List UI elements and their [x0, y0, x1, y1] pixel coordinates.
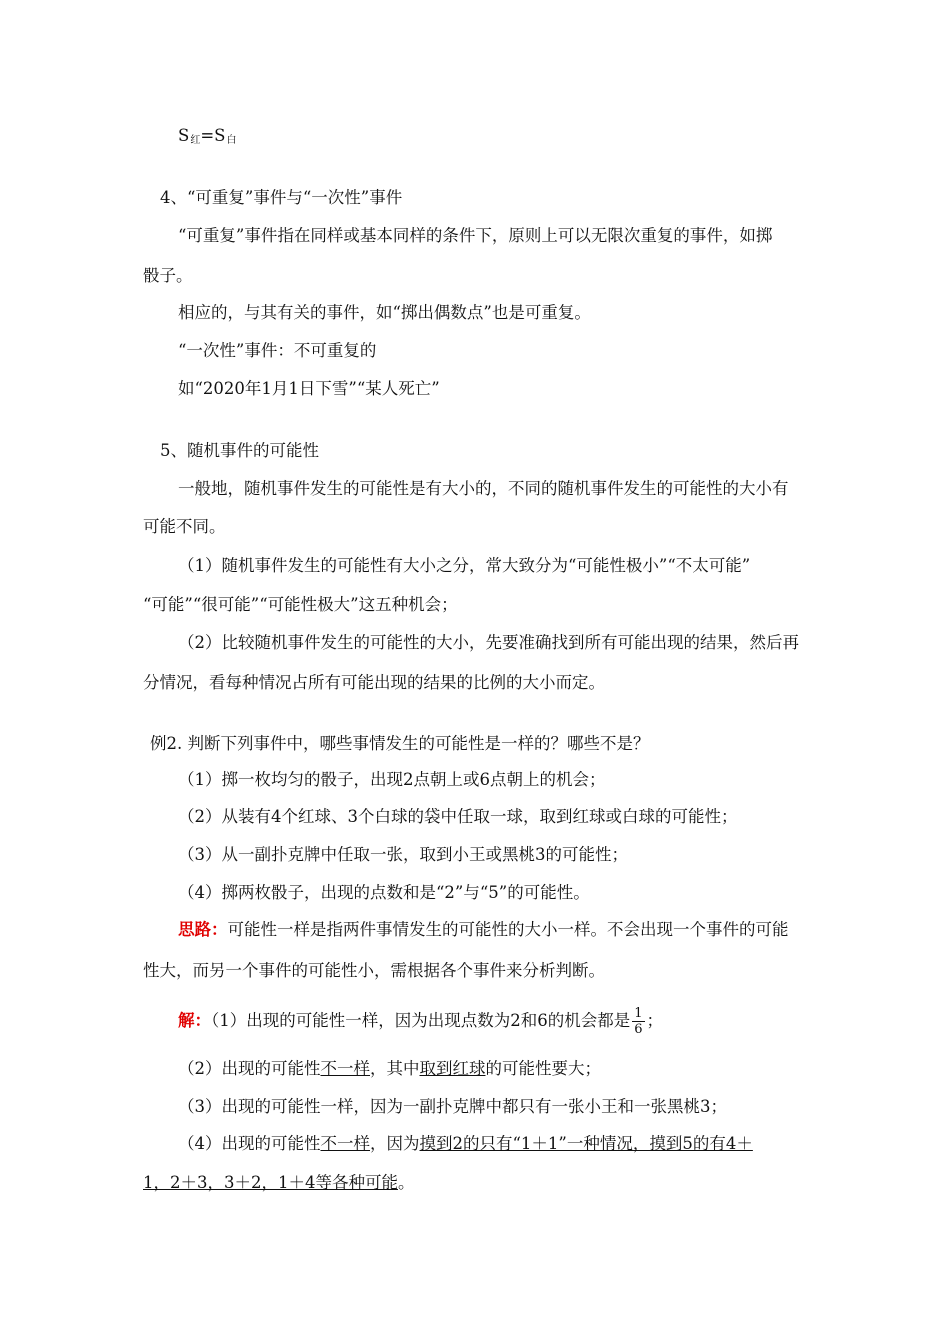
answer-4-underline-2: 摸到2的只有“1＋1”一种情况，摸到5的有4＋	[419, 1134, 753, 1153]
section-5-paragraph-1b: 可能不同。	[143, 517, 226, 536]
fraction-denominator: 6	[634, 1022, 643, 1037]
fraction-one-sixth	[632, 1006, 644, 1037]
answer-2-mid: ，其中	[370, 1059, 420, 1078]
example-question-2: （2）从装有4个红球、3个白球的袋中任取一球，取到红球或白球的可能性；	[178, 807, 738, 826]
answer-line-1	[178, 1006, 663, 1037]
section-5-paragraph-1a: 一般地，随机事件发生的可能性是有大小的，不同的随机事件发生的可能性的大小有	[178, 479, 789, 498]
formula-line	[178, 126, 236, 149]
answer-2-end: 的可能性要大；	[485, 1059, 601, 1078]
section-4-paragraph-2: 相应的，与其有关的事件，如“掷出偶数点”也是可重复。	[178, 303, 591, 322]
fraction-numerator: 1	[634, 1006, 643, 1021]
answer-line-4b	[143, 1173, 415, 1193]
formula-sub-red: 红	[190, 135, 201, 146]
formula-eq: =S	[200, 126, 226, 145]
answer-line-4	[178, 1134, 753, 1154]
example-question-3: （3）从一副扑克牌中任取一张，取到小王或黑桃3的可能性；	[178, 845, 628, 864]
formula-s1: S	[178, 126, 190, 145]
answer-4b-end: 。	[398, 1173, 415, 1192]
answer-1-end: ；	[646, 1011, 664, 1030]
section-5-paragraph-2a: （1）随机事件发生的可能性有大小之分，常大致分为“可能性极小”“不太可能”	[178, 556, 751, 575]
section-5-paragraph-3a: （2）比较随机事件发生的可能性的大小，先要准确找到所有可能出现的结果，然后再	[178, 633, 799, 652]
section-5-paragraph-2b: “可能”“很可能”“可能性极大”这五种机会；	[143, 595, 458, 614]
thinking-text-a: 可能性一样是指两件事情发生的可能性的大小一样。不会出现一个事件的可能	[227, 920, 789, 939]
section-4-paragraph-1a: “可重复”事件指在同样或基本同样的条件下，原则上可以无限次重复的事件，如掷	[178, 226, 773, 245]
thinking-label: 思路：	[178, 920, 228, 939]
section-4-paragraph-1b: 骰子。	[143, 266, 193, 285]
answer-4-underline-1: 不一样	[320, 1134, 370, 1153]
section-4-paragraph-3: “一次性”事件：不可重复的	[178, 341, 377, 360]
thinking-line-2: 性大，而另一个事件的可能性小，需根据各个事件来分析判断。	[143, 961, 605, 980]
example-question-4: （4）掷两枚骰子，出现的点数和是“2”与“5”的可能性。	[178, 883, 590, 902]
thinking-line-1	[178, 920, 789, 940]
answer-4-mid: ，因为	[370, 1134, 420, 1153]
section-5-heading: 5、随机事件的可能性	[160, 441, 319, 460]
answer-line-2	[178, 1059, 601, 1079]
answer-1-text: （1）出现的可能性一样，因为出现点数为2和6的机会都是	[211, 1011, 631, 1030]
section-4-paragraph-4: 如“2020年1月1日下雪”“某人死亡”	[178, 379, 440, 398]
answer-4-pre: （4）出现的可能性	[178, 1134, 321, 1153]
answer-2-underline-1: 不一样	[320, 1059, 370, 1078]
formula-sub-white: 白	[226, 135, 237, 146]
answer-label: 解：	[178, 1011, 211, 1030]
section-5-paragraph-3b: 分情况，看每种情况占所有可能出现的结果的比例的大小而定。	[143, 673, 605, 692]
answer-2-underline-2: 取到红球	[419, 1059, 486, 1078]
answer-4b-underline: 1，2＋3，3＋2，1＋4等各种可能	[143, 1173, 398, 1192]
example-question-1: （1）掷一枚均匀的骰子，出现2点朝上或6点朝上的机会；	[178, 770, 606, 789]
example-title: 例2. 判断下列事件中，哪些事情发生的可能性是一样的？哪些不是？	[150, 734, 650, 753]
answer-2-pre: （2）出现的可能性	[178, 1059, 321, 1078]
section-4-heading: 4、“可重复”事件与“一次性”事件	[160, 188, 403, 207]
answer-line-3: （3）出现的可能性一样，因为一副扑克牌中都只有一张小王和一张黑桃3；	[178, 1097, 727, 1116]
